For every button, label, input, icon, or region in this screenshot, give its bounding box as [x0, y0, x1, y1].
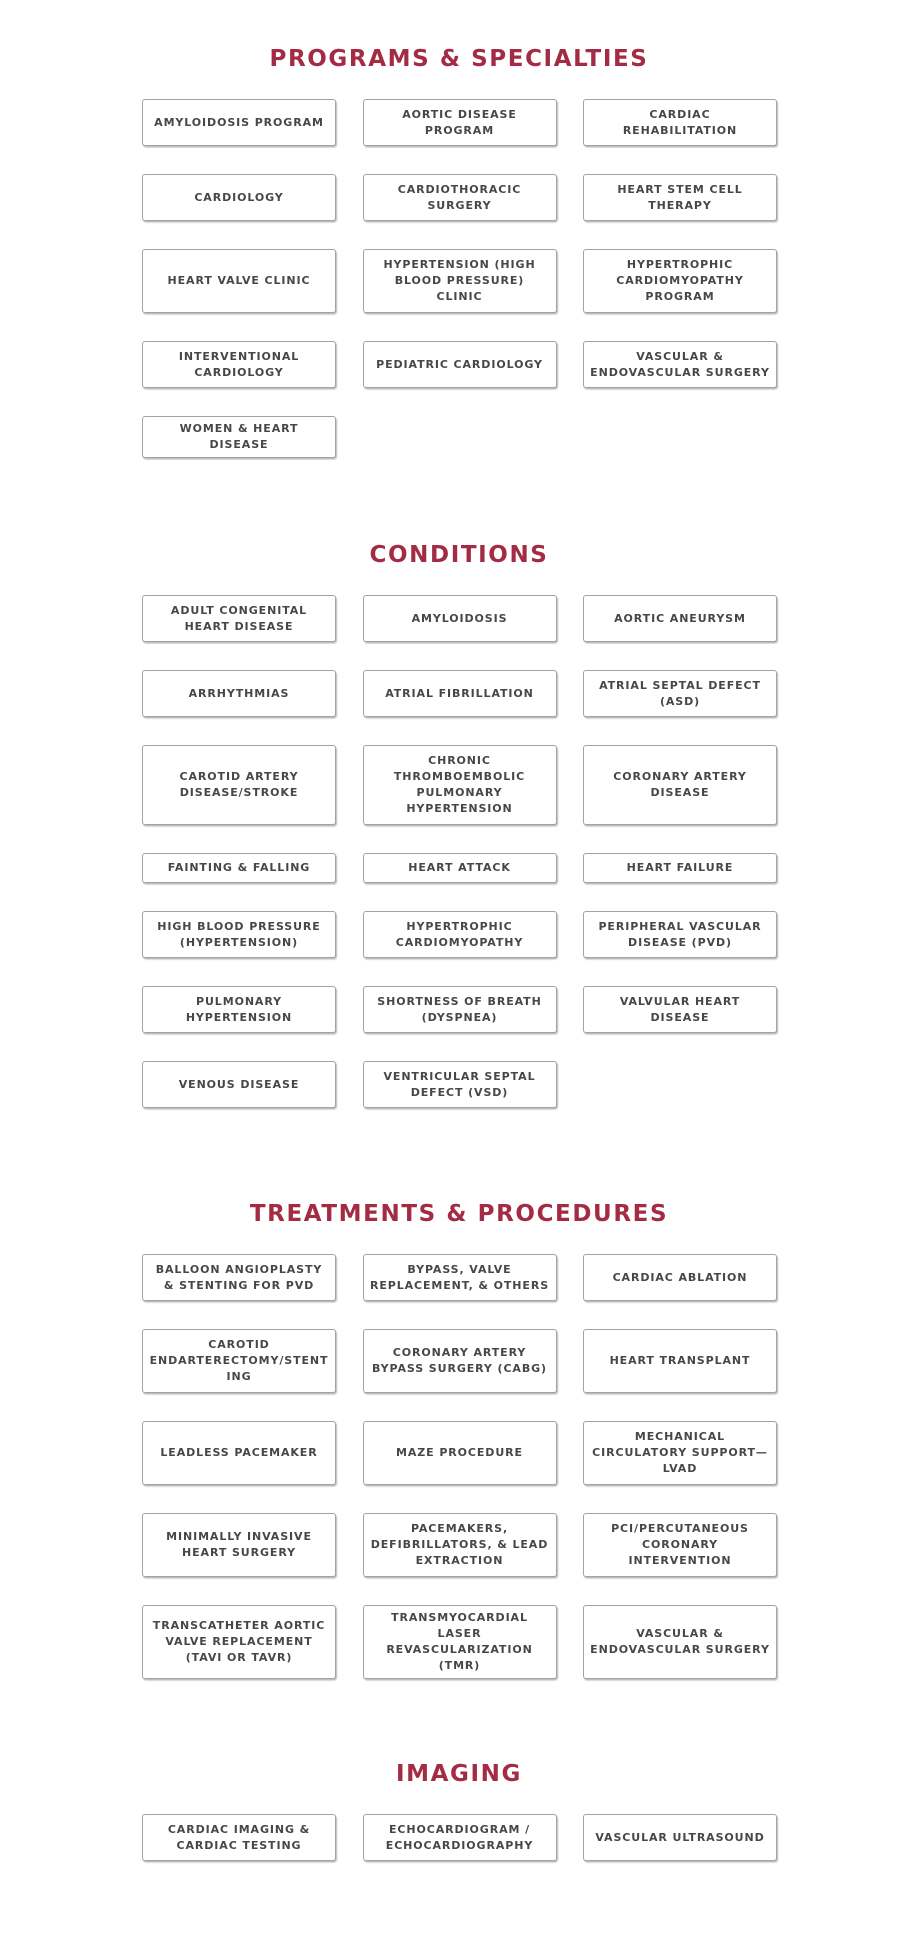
- conditions-heading: CONDITIONS: [369, 542, 549, 568]
- treatment-tile-cabg[interactable]: CORONARY ARTERY BYPASS SURGERY (CABG): [363, 1329, 557, 1393]
- treatment-tile-tmr[interactable]: TRANSMYOCARDIAL LASER REVASCULARIZATION (TMR): [363, 1605, 557, 1679]
- treatment-tile-minimally-invasive[interactable]: MINIMALLY INVASIVE HEART SURGERY: [142, 1513, 336, 1577]
- treatment-tile-maze-procedure[interactable]: MAZE PROCEDURE: [363, 1421, 557, 1485]
- treatment-tile-pci[interactable]: PCI/PERCUTANEOUS CORONARY INTERVENTION: [583, 1513, 777, 1577]
- treatment-tile-balloon-angioplasty[interactable]: BALLOON ANGIOPLASTY & STENTING FOR PVD: [142, 1254, 336, 1301]
- program-tile-heart-valve-clinic[interactable]: HEART VALVE CLINIC: [142, 249, 336, 313]
- conditions-section: [0, 540, 918, 1099]
- condition-tile-hypertrophic-cardiomyopathy[interactable]: HYPERTROPHIC CARDIOMYOPATHY: [363, 911, 557, 958]
- program-tile-women-heart-disease[interactable]: WOMEN & HEART DISEASE: [142, 416, 336, 458]
- imaging-grid: [142, 1814, 777, 1861]
- program-tile-cardiothoracic-surgery[interactable]: CARDIOTHORACIC SURGERY: [363, 174, 557, 221]
- programs-section: [0, 44, 918, 451]
- condition-tile-venous-disease[interactable]: VENOUS DISEASE: [142, 1061, 336, 1108]
- treatment-tile-mechanical-circulatory[interactable]: MECHANICAL CIRCULATORY SUPPORT—LVAD: [583, 1421, 777, 1485]
- program-tile-amyloidosis[interactable]: AMYLOIDOSIS PROGRAM: [142, 99, 336, 146]
- condition-tile-pulmonary-hypertension[interactable]: PULMONARY HYPERTENSION: [142, 986, 336, 1033]
- program-tile-cardiac-rehabilitation[interactable]: CARDIAC REHABILITATION: [583, 99, 777, 146]
- treatments-grid: [142, 1254, 777, 1679]
- program-tile-pediatric-cardiology[interactable]: PEDIATRIC CARDIOLOGY: [363, 341, 557, 388]
- imaging-tile-echocardiogram[interactable]: ECHOCARDIOGRAM / ECHOCARDIOGRAPHY: [363, 1814, 557, 1861]
- program-tile-hypertension-clinic[interactable]: HYPERTENSION (HIGH BLOOD PRESSURE) CLINIC: [363, 249, 557, 313]
- condition-tile-high-blood-pressure[interactable]: HIGH BLOOD PRESSURE (HYPERTENSION): [142, 911, 336, 958]
- conditions-grid: [142, 595, 777, 1108]
- condition-tile-atrial-septal-defect[interactable]: ATRIAL SEPTAL DEFECT (ASD): [583, 670, 777, 717]
- treatments-section: [0, 1199, 918, 1672]
- imaging-heading: IMAGING: [395, 1761, 522, 1787]
- condition-tile-amyloidosis[interactable]: AMYLOIDOSIS: [363, 595, 557, 642]
- program-tile-heart-stem-cell[interactable]: HEART STEM CELL THERAPY: [583, 174, 777, 221]
- program-tile-hypertrophic-cardiomyopathy[interactable]: HYPERTROPHIC CARDIOMYOPATHY PROGRAM: [583, 249, 777, 313]
- condition-tile-fainting-falling[interactable]: FAINTING & FALLING: [142, 853, 336, 883]
- treatment-tile-carotid-endarterectomy[interactable]: CAROTID ENDARTERECTOMY/STENTING: [142, 1329, 336, 1393]
- treatments-heading: TREATMENTS & PROCEDURES: [249, 1201, 669, 1227]
- condition-tile-chronic-thromboembolic[interactable]: CHRONIC THROMBOEMBOLIC PULMONARY HYPERTENSION: [363, 745, 557, 825]
- condition-tile-heart-failure[interactable]: HEART FAILURE: [583, 853, 777, 883]
- programs-grid: [142, 99, 777, 458]
- condition-tile-adult-congenital[interactable]: ADULT CONGENITAL HEART DISEASE: [142, 595, 336, 642]
- program-tile-cardiology[interactable]: CARDIOLOGY: [142, 174, 336, 221]
- treatment-tile-bypass-valve[interactable]: BYPASS, VALVE REPLACEMENT, & OTHERS: [363, 1254, 557, 1301]
- program-tile-aortic-disease[interactable]: AORTIC DISEASE PROGRAM: [363, 99, 557, 146]
- program-tile-vascular-surgery[interactable]: VASCULAR & ENDOVASCULAR SURGERY: [583, 341, 777, 388]
- programs-heading: PROGRAMS & SPECIALTIES: [269, 46, 649, 72]
- program-tile-interventional-cardiology[interactable]: INTERVENTIONAL CARDIOLOGY: [142, 341, 336, 388]
- imaging-tile-cardiac-imaging[interactable]: CARDIAC IMAGING & CARDIAC TESTING: [142, 1814, 336, 1861]
- condition-tile-heart-attack[interactable]: HEART ATTACK: [363, 853, 557, 883]
- imaging-section: [0, 1759, 918, 1852]
- treatment-tile-pacemakers-defibrillators[interactable]: PACEMAKERS, DEFIBRILLATORS, & LEAD EXTRACTION: [363, 1513, 557, 1577]
- treatment-tile-tavr[interactable]: TRANSCATHETER AORTIC VALVE REPLACEMENT (TAVI OR TAVR): [142, 1605, 336, 1679]
- condition-tile-valvular-heart-disease[interactable]: VALVULAR HEART DISEASE: [583, 986, 777, 1033]
- treatment-tile-cardiac-ablation[interactable]: CARDIAC ABLATION: [583, 1254, 777, 1301]
- treatment-tile-vascular-surgery[interactable]: VASCULAR & ENDOVASCULAR SURGERY: [583, 1605, 777, 1679]
- condition-tile-peripheral-vascular[interactable]: PERIPHERAL VASCULAR DISEASE (PVD): [583, 911, 777, 958]
- imaging-tile-vascular-ultrasound[interactable]: VASCULAR ULTRASOUND: [583, 1814, 777, 1861]
- condition-tile-ventricular-septal-defect[interactable]: VENTRICULAR SEPTAL DEFECT (VSD): [363, 1061, 557, 1108]
- condition-tile-atrial-fibrillation[interactable]: ATRIAL FIBRILLATION: [363, 670, 557, 717]
- condition-tile-shortness-of-breath[interactable]: SHORTNESS OF BREATH (DYSPNEA): [363, 986, 557, 1033]
- treatment-tile-leadless-pacemaker[interactable]: LEADLESS PACEMAKER: [142, 1421, 336, 1485]
- condition-tile-arrhythmias[interactable]: ARRHYTHMIAS: [142, 670, 336, 717]
- treatment-tile-heart-transplant[interactable]: HEART TRANSPLANT: [583, 1329, 777, 1393]
- condition-tile-aortic-aneurysm[interactable]: AORTIC ANEURYSM: [583, 595, 777, 642]
- condition-tile-coronary-artery-disease[interactable]: CORONARY ARTERY DISEASE: [583, 745, 777, 825]
- condition-tile-carotid-artery[interactable]: CAROTID ARTERY DISEASE/STROKE: [142, 745, 336, 825]
